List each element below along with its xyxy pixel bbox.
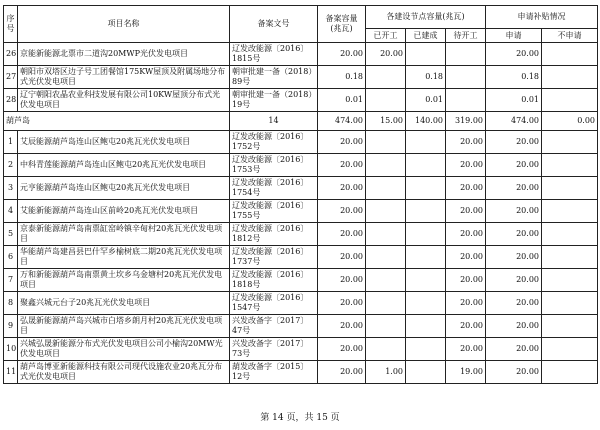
not-apply-cell xyxy=(542,223,598,246)
started-cell xyxy=(366,177,406,200)
filing-capacity-cell: 20.00 xyxy=(318,269,366,292)
pending-cell: 20.00 xyxy=(446,292,486,315)
table-row xyxy=(4,200,598,223)
filing-capacity-cell: 20.00 xyxy=(318,338,366,361)
not-apply-cell xyxy=(542,361,598,384)
row-number-cell: 2 xyxy=(4,154,18,177)
project-name-cell: 中科青莲能源葫芦岛连山区鲍屯20兆瓦光伏发电项目 xyxy=(18,154,230,177)
apply-cell: 474.00 xyxy=(486,112,542,131)
not-apply-cell xyxy=(542,292,598,315)
not-apply-cell xyxy=(542,177,598,200)
row-number-cell: 27 xyxy=(4,66,18,89)
built-cell xyxy=(406,154,446,177)
region-name-cell: 葫芦岛 xyxy=(4,112,230,131)
not-apply-cell xyxy=(542,315,598,338)
started-cell xyxy=(366,292,406,315)
filing-capacity-cell: 20.00 xyxy=(318,361,366,384)
header-subsidy-group: 申请补贴情况 xyxy=(486,6,598,29)
row-number-cell: 11 xyxy=(4,361,18,384)
built-cell xyxy=(406,292,446,315)
project-table xyxy=(3,5,598,384)
apply-cell: 20.00 xyxy=(486,131,542,154)
not-apply-cell xyxy=(542,269,598,292)
table-row xyxy=(4,177,598,200)
pending-cell: 19.00 xyxy=(446,361,486,384)
apply-cell: 20.00 xyxy=(486,246,542,269)
pending-cell xyxy=(446,43,486,66)
project-name-cell: 万和新能源葫芦岛南票黄土坎乡乌金塘村20兆瓦光伏发电项目 xyxy=(18,269,230,292)
project-name-cell: 元亨能源葫芦岛连山区鲍屯20兆瓦光伏发电项目 xyxy=(18,177,230,200)
apply-cell: 20.00 xyxy=(486,200,542,223)
header-started: 已开工 xyxy=(366,29,406,43)
row-number-cell: 5 xyxy=(4,223,18,246)
filing-doc-cell: 兴发改备字〔2017〕73号 xyxy=(230,338,318,361)
not-apply-cell xyxy=(542,89,598,112)
pending-cell: 20.00 xyxy=(446,177,486,200)
table-row xyxy=(4,154,598,177)
apply-cell: 20.00 xyxy=(486,154,542,177)
row-number-cell: 3 xyxy=(4,177,18,200)
header-filing-doc: 备案文号 xyxy=(230,6,318,43)
apply-cell: 20.00 xyxy=(486,223,542,246)
project-name-cell: 京泰新能源葫芦岛南票缸窑岭镇辛甸村20兆瓦光伏发电项目 xyxy=(18,223,230,246)
header-no: 序 号 xyxy=(4,6,18,43)
filing-doc-cell: 辽发改能源〔2016〕1754号 xyxy=(230,177,318,200)
built-cell xyxy=(406,43,446,66)
pending-cell xyxy=(446,66,486,89)
built-cell: 0.01 xyxy=(406,89,446,112)
started-cell xyxy=(366,89,406,112)
pending-cell: 20.00 xyxy=(446,269,486,292)
table-row xyxy=(4,89,598,112)
filing-doc-cell: 辽发改能源〔2016〕1737号 xyxy=(230,246,318,269)
row-number-cell: 26 xyxy=(4,43,18,66)
pending-cell: 20.00 xyxy=(446,200,486,223)
built-cell xyxy=(406,200,446,223)
project-name-cell: 弘晟新能源葫芦岛兴城市白塔乡朗月村20兆瓦光伏发电项目 xyxy=(18,315,230,338)
apply-cell: 20.00 xyxy=(486,315,542,338)
page-footer: 第 14 页，共 15 页 xyxy=(260,413,340,423)
started-cell xyxy=(366,269,406,292)
not-apply-cell xyxy=(542,200,598,223)
apply-cell: 0.18 xyxy=(486,66,542,89)
table-row xyxy=(4,66,598,89)
not-apply-cell xyxy=(542,154,598,177)
filing-capacity-cell: 20.00 xyxy=(318,246,366,269)
filing-doc-cell: 朝审批建一备（2018）89号 xyxy=(230,66,318,89)
filing-capacity-cell: 20.00 xyxy=(318,131,366,154)
filing-doc-cell: 葫发改备字〔2015〕12号 xyxy=(230,361,318,384)
not-apply-cell xyxy=(542,338,598,361)
started-cell xyxy=(366,66,406,89)
started-cell xyxy=(366,223,406,246)
project-name-cell: 朝阳市双塔区边子号工团餐馆175KW屋顶及附属场地分布式光伏发电项目 xyxy=(18,66,230,89)
started-cell xyxy=(366,131,406,154)
project-name-cell: 葫芦岛博亚新能源科技有限公司现代设施农业20兆瓦分布式光伏发电项目 xyxy=(18,361,230,384)
built-cell: 140.00 xyxy=(406,112,446,131)
header-build-node-group: 各建设节点容量(兆瓦) xyxy=(366,6,486,29)
apply-cell: 0.01 xyxy=(486,89,542,112)
filing-doc-cell: 辽发改能源〔2016〕1815号 xyxy=(230,43,318,66)
table-row xyxy=(4,315,598,338)
pending-cell xyxy=(446,89,486,112)
apply-cell: 20.00 xyxy=(486,338,542,361)
header-project-name: 项目名称 xyxy=(18,6,230,43)
project-name-cell: 华能葫芦岛建昌县巴什罕乡榆树底二期20兆瓦光伏发电项目 xyxy=(18,246,230,269)
started-cell xyxy=(366,200,406,223)
built-cell xyxy=(406,177,446,200)
row-number-cell: 7 xyxy=(4,269,18,292)
not-apply-cell xyxy=(542,246,598,269)
built-cell xyxy=(406,338,446,361)
header-pending: 待开工 xyxy=(446,29,486,43)
header-apply: 申请 xyxy=(486,29,542,43)
pending-cell: 20.00 xyxy=(446,131,486,154)
filing-capacity-cell: 20.00 xyxy=(318,200,366,223)
table-body xyxy=(4,43,598,384)
row-number-cell: 8 xyxy=(4,292,18,315)
table-row xyxy=(4,246,598,269)
filing-doc-cell: 兴发改备字〔2017〕47号 xyxy=(230,315,318,338)
built-cell xyxy=(406,315,446,338)
project-name-cell: 聚鑫兴城元台子20兆瓦光伏发电项目 xyxy=(18,292,230,315)
project-name-cell: 京能新能源北票市二道沟20MWP光伏发电项目 xyxy=(18,43,230,66)
project-count-cell: 14 xyxy=(230,112,318,131)
started-cell: 1.00 xyxy=(366,361,406,384)
table-row xyxy=(4,43,598,66)
filing-doc-cell: 辽发改能源〔2016〕1752号 xyxy=(230,131,318,154)
filing-capacity-cell: 20.00 xyxy=(318,177,366,200)
not-apply-cell xyxy=(542,43,598,66)
pending-cell: 20.00 xyxy=(446,246,486,269)
filing-capacity-cell: 20.00 xyxy=(318,315,366,338)
table-row xyxy=(4,292,598,315)
pending-cell: 20.00 xyxy=(446,338,486,361)
filing-capacity-cell: 20.00 xyxy=(318,223,366,246)
project-name-cell: 兴城弘晟新能源分布式光伏发电项目公司小榆沟20MW光伏发电项目 xyxy=(18,338,230,361)
apply-cell: 20.00 xyxy=(486,361,542,384)
filing-doc-cell: 辽发改能源〔2016〕1547号 xyxy=(230,292,318,315)
filing-doc-cell: 辽发改能源〔2016〕1753号 xyxy=(230,154,318,177)
row-number-cell: 1 xyxy=(4,131,18,154)
header-not-apply: 不申请 xyxy=(542,29,598,43)
filing-doc-cell: 辽发改能源〔2016〕1818号 xyxy=(230,269,318,292)
project-name-cell: 艾能新能源葫芦岛连山区前岭20兆瓦光伏发电项目 xyxy=(18,200,230,223)
filing-doc-cell: 朝审批建一备（2018）19号 xyxy=(230,89,318,112)
built-cell xyxy=(406,131,446,154)
header-filing-capacity: 备案容量 (兆瓦) xyxy=(318,6,366,43)
row-number-cell: 4 xyxy=(4,200,18,223)
filing-capacity-cell: 0.18 xyxy=(318,66,366,89)
header-built: 已建成 xyxy=(406,29,446,43)
started-cell: 15.00 xyxy=(366,112,406,131)
apply-cell: 20.00 xyxy=(486,269,542,292)
apply-cell: 20.00 xyxy=(486,292,542,315)
filing-doc-cell: 辽发改能源〔2016〕1812号 xyxy=(230,223,318,246)
started-cell xyxy=(366,154,406,177)
built-cell xyxy=(406,246,446,269)
built-cell xyxy=(406,223,446,246)
row-number-cell: 6 xyxy=(4,246,18,269)
built-cell xyxy=(406,269,446,292)
started-cell xyxy=(366,338,406,361)
region-subtotal-row xyxy=(4,112,598,131)
table-row xyxy=(4,223,598,246)
table-row xyxy=(4,269,598,292)
row-number-cell: 9 xyxy=(4,315,18,338)
filing-capacity-cell: 0.01 xyxy=(318,89,366,112)
filing-capacity-cell: 20.00 xyxy=(318,154,366,177)
not-apply-cell xyxy=(542,66,598,89)
started-cell xyxy=(366,315,406,338)
table-row xyxy=(4,338,598,361)
pending-cell: 319.00 xyxy=(446,112,486,131)
built-cell: 0.18 xyxy=(406,66,446,89)
started-cell: 20.00 xyxy=(366,43,406,66)
built-cell xyxy=(406,361,446,384)
filing-capacity-cell: 20.00 xyxy=(318,292,366,315)
pending-cell: 20.00 xyxy=(446,315,486,338)
table-row xyxy=(4,361,598,384)
not-apply-cell xyxy=(542,131,598,154)
not-apply-cell: 0.00 xyxy=(542,112,598,131)
row-number-cell: 10 xyxy=(4,338,18,361)
project-name-cell: 艾辰能源葫芦岛连山区鲍屯20兆瓦光伏发电项目 xyxy=(18,131,230,154)
pending-cell: 20.00 xyxy=(446,223,486,246)
document-page xyxy=(3,5,597,384)
filing-capacity-cell: 20.00 xyxy=(318,43,366,66)
table-row xyxy=(4,131,598,154)
filing-doc-cell: 辽发改能源〔2016〕1755号 xyxy=(230,200,318,223)
project-name-cell: 辽宁朝阳农晶农业科技发展有限公司10KW屋顶分布式光伏发电项目 xyxy=(18,89,230,112)
apply-cell: 20.00 xyxy=(486,43,542,66)
started-cell xyxy=(366,246,406,269)
pending-cell: 20.00 xyxy=(446,154,486,177)
filing-capacity-cell: 474.00 xyxy=(318,112,366,131)
apply-cell: 20.00 xyxy=(486,177,542,200)
row-number-cell: 28 xyxy=(4,89,18,112)
